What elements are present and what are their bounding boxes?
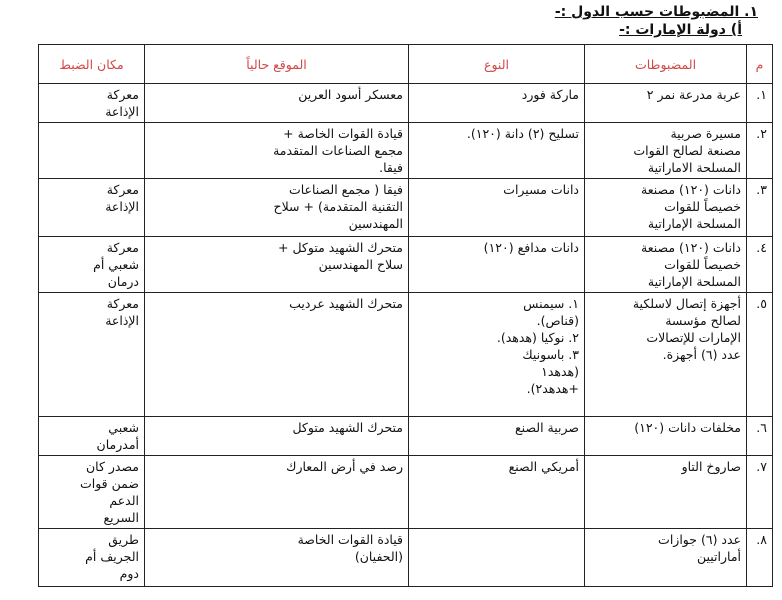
- cell-line: (قناص).: [536, 313, 579, 328]
- table-row: [39, 84, 773, 123]
- cell-line: مجمع الصناعات المتقدمة: [273, 143, 403, 158]
- section-heading: ١. المضبوطات حسب الدول :-: [554, 4, 758, 20]
- cell-line: عربة مدرعة نمر ٢: [646, 87, 741, 102]
- cell-line: مسيرة صربية: [670, 126, 741, 141]
- cell-line: (الحفيان): [354, 549, 403, 564]
- cell-line: طريق: [108, 532, 139, 547]
- cell-line: المهندسين: [348, 216, 403, 231]
- cell-line: قيادة القوات الخاصة +: [283, 126, 403, 141]
- cell-item: [585, 417, 747, 456]
- cell-line: قيادة القوات الخاصة: [297, 532, 403, 547]
- cell-type: [409, 179, 585, 237]
- cell-line: ٣. باسونيك: [522, 347, 579, 362]
- cell-line: أماراتيين: [696, 549, 741, 564]
- cell-type: [409, 529, 585, 587]
- table-row: [39, 456, 773, 529]
- header-type: النوع: [409, 45, 585, 84]
- cell-line: (هدهد١: [541, 364, 579, 379]
- cell-location: [145, 417, 409, 456]
- cell-line: مخلفات دانات (١٢٠): [634, 420, 741, 435]
- cell-location: [145, 237, 409, 293]
- cell-line: دوم: [119, 566, 139, 581]
- cell-location: [145, 84, 409, 123]
- cell-line: أمدرمان: [96, 437, 139, 452]
- section-subheading: أ) دولة الإمارات :-: [619, 22, 742, 38]
- cell-line: لصالح مؤسسة: [665, 313, 741, 328]
- cell-line: سلاح المهندسين: [318, 257, 403, 272]
- cell-line: الإذاعة: [105, 199, 139, 214]
- cell-line: المسلحة الاماراتية: [647, 160, 741, 175]
- row-number: ٣.: [747, 179, 773, 237]
- cell-line: معركة: [106, 240, 139, 255]
- cell-line: معركة: [106, 296, 139, 311]
- cell-line: دانات مدافع (١٢٠): [483, 240, 579, 255]
- row-number: ٦.: [747, 417, 773, 456]
- cell-line: صربية الصنع: [515, 420, 579, 435]
- cell-line: درمان: [107, 274, 139, 289]
- cell-line: معركة: [106, 182, 139, 197]
- row-number: ١.: [747, 84, 773, 123]
- cell-line: الجريف أم: [85, 549, 139, 564]
- cell-type: [409, 84, 585, 123]
- cell-item: [585, 123, 747, 179]
- cell-type: [409, 293, 585, 417]
- cell-type: [409, 417, 585, 456]
- cell-type: [409, 237, 585, 293]
- cell-line: ضمن قوات: [79, 476, 139, 491]
- cell-line: أمريكي الصنع: [508, 459, 579, 474]
- cell-line: السريع: [103, 510, 139, 525]
- cell-location: [145, 456, 409, 529]
- row-number: ٤.: [747, 237, 773, 293]
- cell-line: فيقا ( مجمع الصناعات: [288, 182, 403, 197]
- cell-line: ١. سيمنس: [523, 296, 579, 311]
- row-number: ٧.: [747, 456, 773, 529]
- header-place: مكان الضبط: [39, 45, 145, 84]
- cell-line: التقنية المتقدمة) + سلاح: [273, 199, 403, 214]
- table-row: [39, 123, 773, 179]
- cell-line: أجهزة إتصال لاسلكية: [632, 296, 741, 311]
- cell-place: [39, 293, 145, 417]
- cell-line: ماركة فورد: [521, 87, 579, 102]
- cell-line: ٢. نوكيا (هدهد).: [496, 330, 579, 345]
- cell-line: شعبي: [108, 420, 139, 435]
- table-row: [39, 417, 773, 456]
- cell-line: عدد (٦) جوازات: [658, 532, 741, 547]
- row-number: ٨.: [747, 529, 773, 587]
- cell-line: شعبي أم: [93, 257, 139, 272]
- cell-place: [39, 179, 145, 237]
- cell-line: المسلحة الإماراتية: [647, 274, 741, 289]
- cell-line: خصيصاً للقوات: [664, 199, 741, 214]
- cell-line: معركة: [106, 87, 139, 102]
- cell-line: صاروخ التاو: [681, 459, 741, 474]
- cell-type: [409, 123, 585, 179]
- cell-line: مصدر كان: [85, 459, 139, 474]
- cell-line: عدد (٦) أجهزة.: [662, 347, 741, 362]
- table-row: [39, 293, 773, 417]
- header-item: المضبوطات: [585, 45, 747, 84]
- cell-place: [39, 84, 145, 123]
- cell-item: [585, 84, 747, 123]
- cell-item: [585, 456, 747, 529]
- row-number: ٥.: [747, 293, 773, 417]
- table-row: [39, 237, 773, 293]
- cell-line: فيقا.: [379, 160, 403, 175]
- cell-line: الإمارات للإتصالات: [646, 330, 741, 345]
- cell-item: [585, 529, 747, 587]
- cell-line: خصيصاً للقوات: [664, 257, 741, 272]
- row-number: ٢.: [747, 123, 773, 179]
- cell-location: [145, 179, 409, 237]
- cell-item: [585, 293, 747, 417]
- cell-place: [39, 123, 145, 179]
- cell-line: الإذاعة: [105, 313, 139, 328]
- cell-location: [145, 123, 409, 179]
- cell-line: مصنعة لصالح القوات: [633, 143, 741, 158]
- table-header-row: [39, 45, 773, 84]
- cell-line: الإذاعة: [105, 104, 139, 119]
- cell-line: دانات مسيرات: [503, 182, 579, 197]
- cell-line: الدعم: [109, 493, 139, 508]
- cell-line: المسلحة الإماراتية: [647, 216, 741, 231]
- cell-place: [39, 417, 145, 456]
- header-location: الموقع حالياً: [145, 45, 409, 84]
- cell-line: متحرك الشهيد عرديب: [289, 296, 403, 311]
- cell-item: [585, 237, 747, 293]
- cell-line: دانات (١٢٠) مصنعة: [641, 240, 741, 255]
- cell-line: متحرك الشهيد متوكل +: [278, 240, 403, 255]
- table-row: [39, 529, 773, 587]
- table-body: [39, 84, 773, 587]
- header-num: م: [747, 45, 773, 84]
- cell-item: [585, 179, 747, 237]
- cell-line: تسليح (٢) دانة (١٢٠).: [466, 126, 579, 141]
- cell-location: [145, 529, 409, 587]
- cell-location: [145, 293, 409, 417]
- cell-line: +هدهد٢).: [526, 381, 579, 396]
- cell-place: [39, 456, 145, 529]
- cell-line: دانات (١٢٠) مصنعة: [641, 182, 741, 197]
- cell-place: [39, 237, 145, 293]
- cell-line: معسكر أسود العرين: [298, 87, 403, 102]
- cell-type: [409, 456, 585, 529]
- cell-place: [39, 529, 145, 587]
- cell-line: متحرك الشهيد متوكل: [292, 420, 403, 435]
- cell-line: رصد في أرض المعارك: [286, 459, 403, 474]
- seized-items-table: [38, 44, 773, 587]
- table-row: [39, 179, 773, 237]
